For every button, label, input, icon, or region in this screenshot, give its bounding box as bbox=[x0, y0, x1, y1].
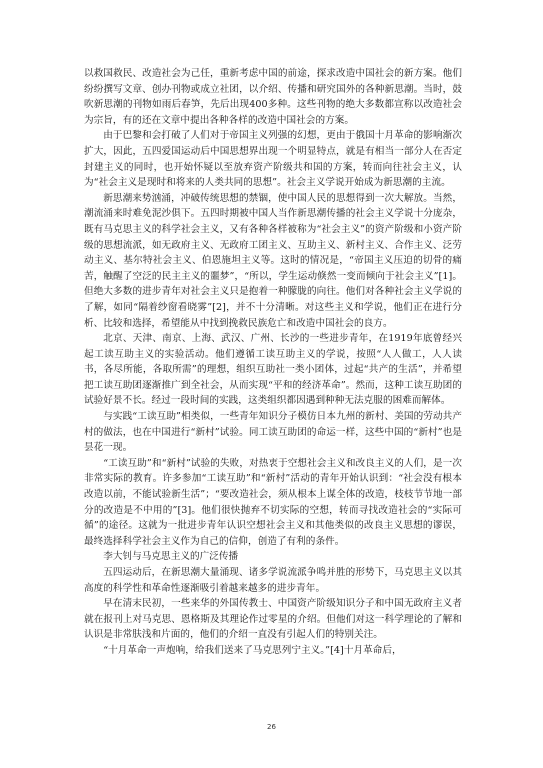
section-heading: 李大钊与马克思主义的广泛传播 bbox=[103, 551, 239, 563]
page-number: 26 bbox=[267, 723, 276, 731]
paragraph-8: 早在清末民初，一些来华的外国传教士、中国资产阶级知识分子和中国无政府主义者就在报刊上对马克思、恩格斯及其理论作过零星的介绍。但他们对这一科学理论的了解和认识是非常肤浅和片面的，他们的介绍一直没有引起人们的特别关注。 bbox=[84, 598, 462, 641]
paragraph-6: “工读互助”和“新村”试验的失败，对热衷于空想社会主义和改良主义的人们，是一次非常实际的教育。许多参加“工读互助”和“新村”活动的青年开始认识到：“社会没有根本改造以前，不能试验新生活”；“要改造社会，须从根本上谋全体的改造，枝枝节节地一部分的改造是不中用的”[3]。他们很快抛弃不切实际的空想，转而寻找改造社会的“实际可循”的途径。这就为一批进步青年认识空想社会主义和其他类似的改良主义思想的谬误，最终选择科学社会主义作为自己的信仰，创造了有利的条件。 bbox=[84, 457, 462, 547]
paragraph-4: 北京、天津、南京、上海、武汉、广州、长沙的一些进步青年，在1919年底曾经兴起工读互助主义的实验活动。他们遵循工读互助主义的学说，按照“人人做工，人人读书，各尽所能，各取所需”的理想，组织互助社一类小团体，过起“共产的生活”，并希望把工读互助团逐渐推广到全社会，从而实现“平和的经济革命”。然而，这种工读互助团的试验好景不长。经过一段时间的实践，这类组织都因遇到种种无法克服的困难而解体。 bbox=[84, 333, 462, 407]
paragraph-9: “十月革命一声炮响，给我们送来了马克思列宁主义。”[4]十月革命后， bbox=[103, 644, 402, 656]
paragraph-3: 新思潮来势汹涌，冲破传统思想的禁锢，使中国人民的思想得到一次大解放。当然，潮流涌来时难免泥沙俱下。五四时期被中国人当作新思潮传播的社会主义学说十分庞杂，既有马克思主义的科学社会主义，又有各种各样被称为“社会主义”的资产阶级和小资产阶级的思想流派，如无政府主义、无政府工团主义、互助主义、新村主义、合作主义、泛劳动主义、基尔特社会主义、伯恩施坦主义等。这时的情况是，“帝国主义压迫的切骨的痛苦，触醒了空泛的民主主义的噩梦”，“所以，学生运动倏然一变而倾向于社会主义”[1]。但绝大多数的进步青年对社会主义只是抱着一种朦胧的向往。他们对各种社会主义学说的了解，如同“隔着纱窗看晓雾”[2]，并不十分清晰。对这些主义和学说，他们正在进行分析、比较和选择，希望能从中找到挽救民族危亡和改造中国社会的良方。 bbox=[84, 192, 462, 329]
document-page bbox=[84, 66, 462, 756]
paragraph-1: 以救国救民、改造社会为己任，重新考虑中国的前途，探求改造中国社会的新方案。他们纷纷撰写文章、创办刊物或成立社团，以介绍、传播和研究国外的各种新思潮。当时，鼓吹新思潮的刊物如雨后春笋，先后出现400多种。这些刊物的绝大多数都宣称以改造社会为宗旨，有的还在文章中提出各种各样的改造中国社会的方案。 bbox=[84, 68, 462, 126]
paragraph-2: 由于巴黎和会打破了人们对于帝国主义列强的幻想，更由于俄国十月革命的影响渐次扩大，因此，五四爱国运动后中国思想界出现一个明显特点，就是有相当一部分人在否定封建主义的同时，也开始怀疑以至放弃资产阶级共和国的方案，转而向往社会主义，认为“社会主义是现时和将来的人类共同的思想”。社会主义学说开始成为新思潮的主流。 bbox=[84, 130, 462, 189]
paragraph-5: 与实践“工读互助”相类似，一些青年知识分子模仿日本九州的新村、美国的劳动共产村的做法，也在中国进行“新村”试验。同工读互助团的命运一样，这些中国的“新村”也是昙花一现。 bbox=[84, 411, 462, 454]
paragraph-7: 五四运动后，在新思潮大量涌现、诸多学说流派争鸣并胜的形势下，马克思主义以其高度的科学性和革命性逐渐吸引着越来越多的进步青年。 bbox=[84, 567, 462, 594]
body-text bbox=[84, 66, 462, 659]
